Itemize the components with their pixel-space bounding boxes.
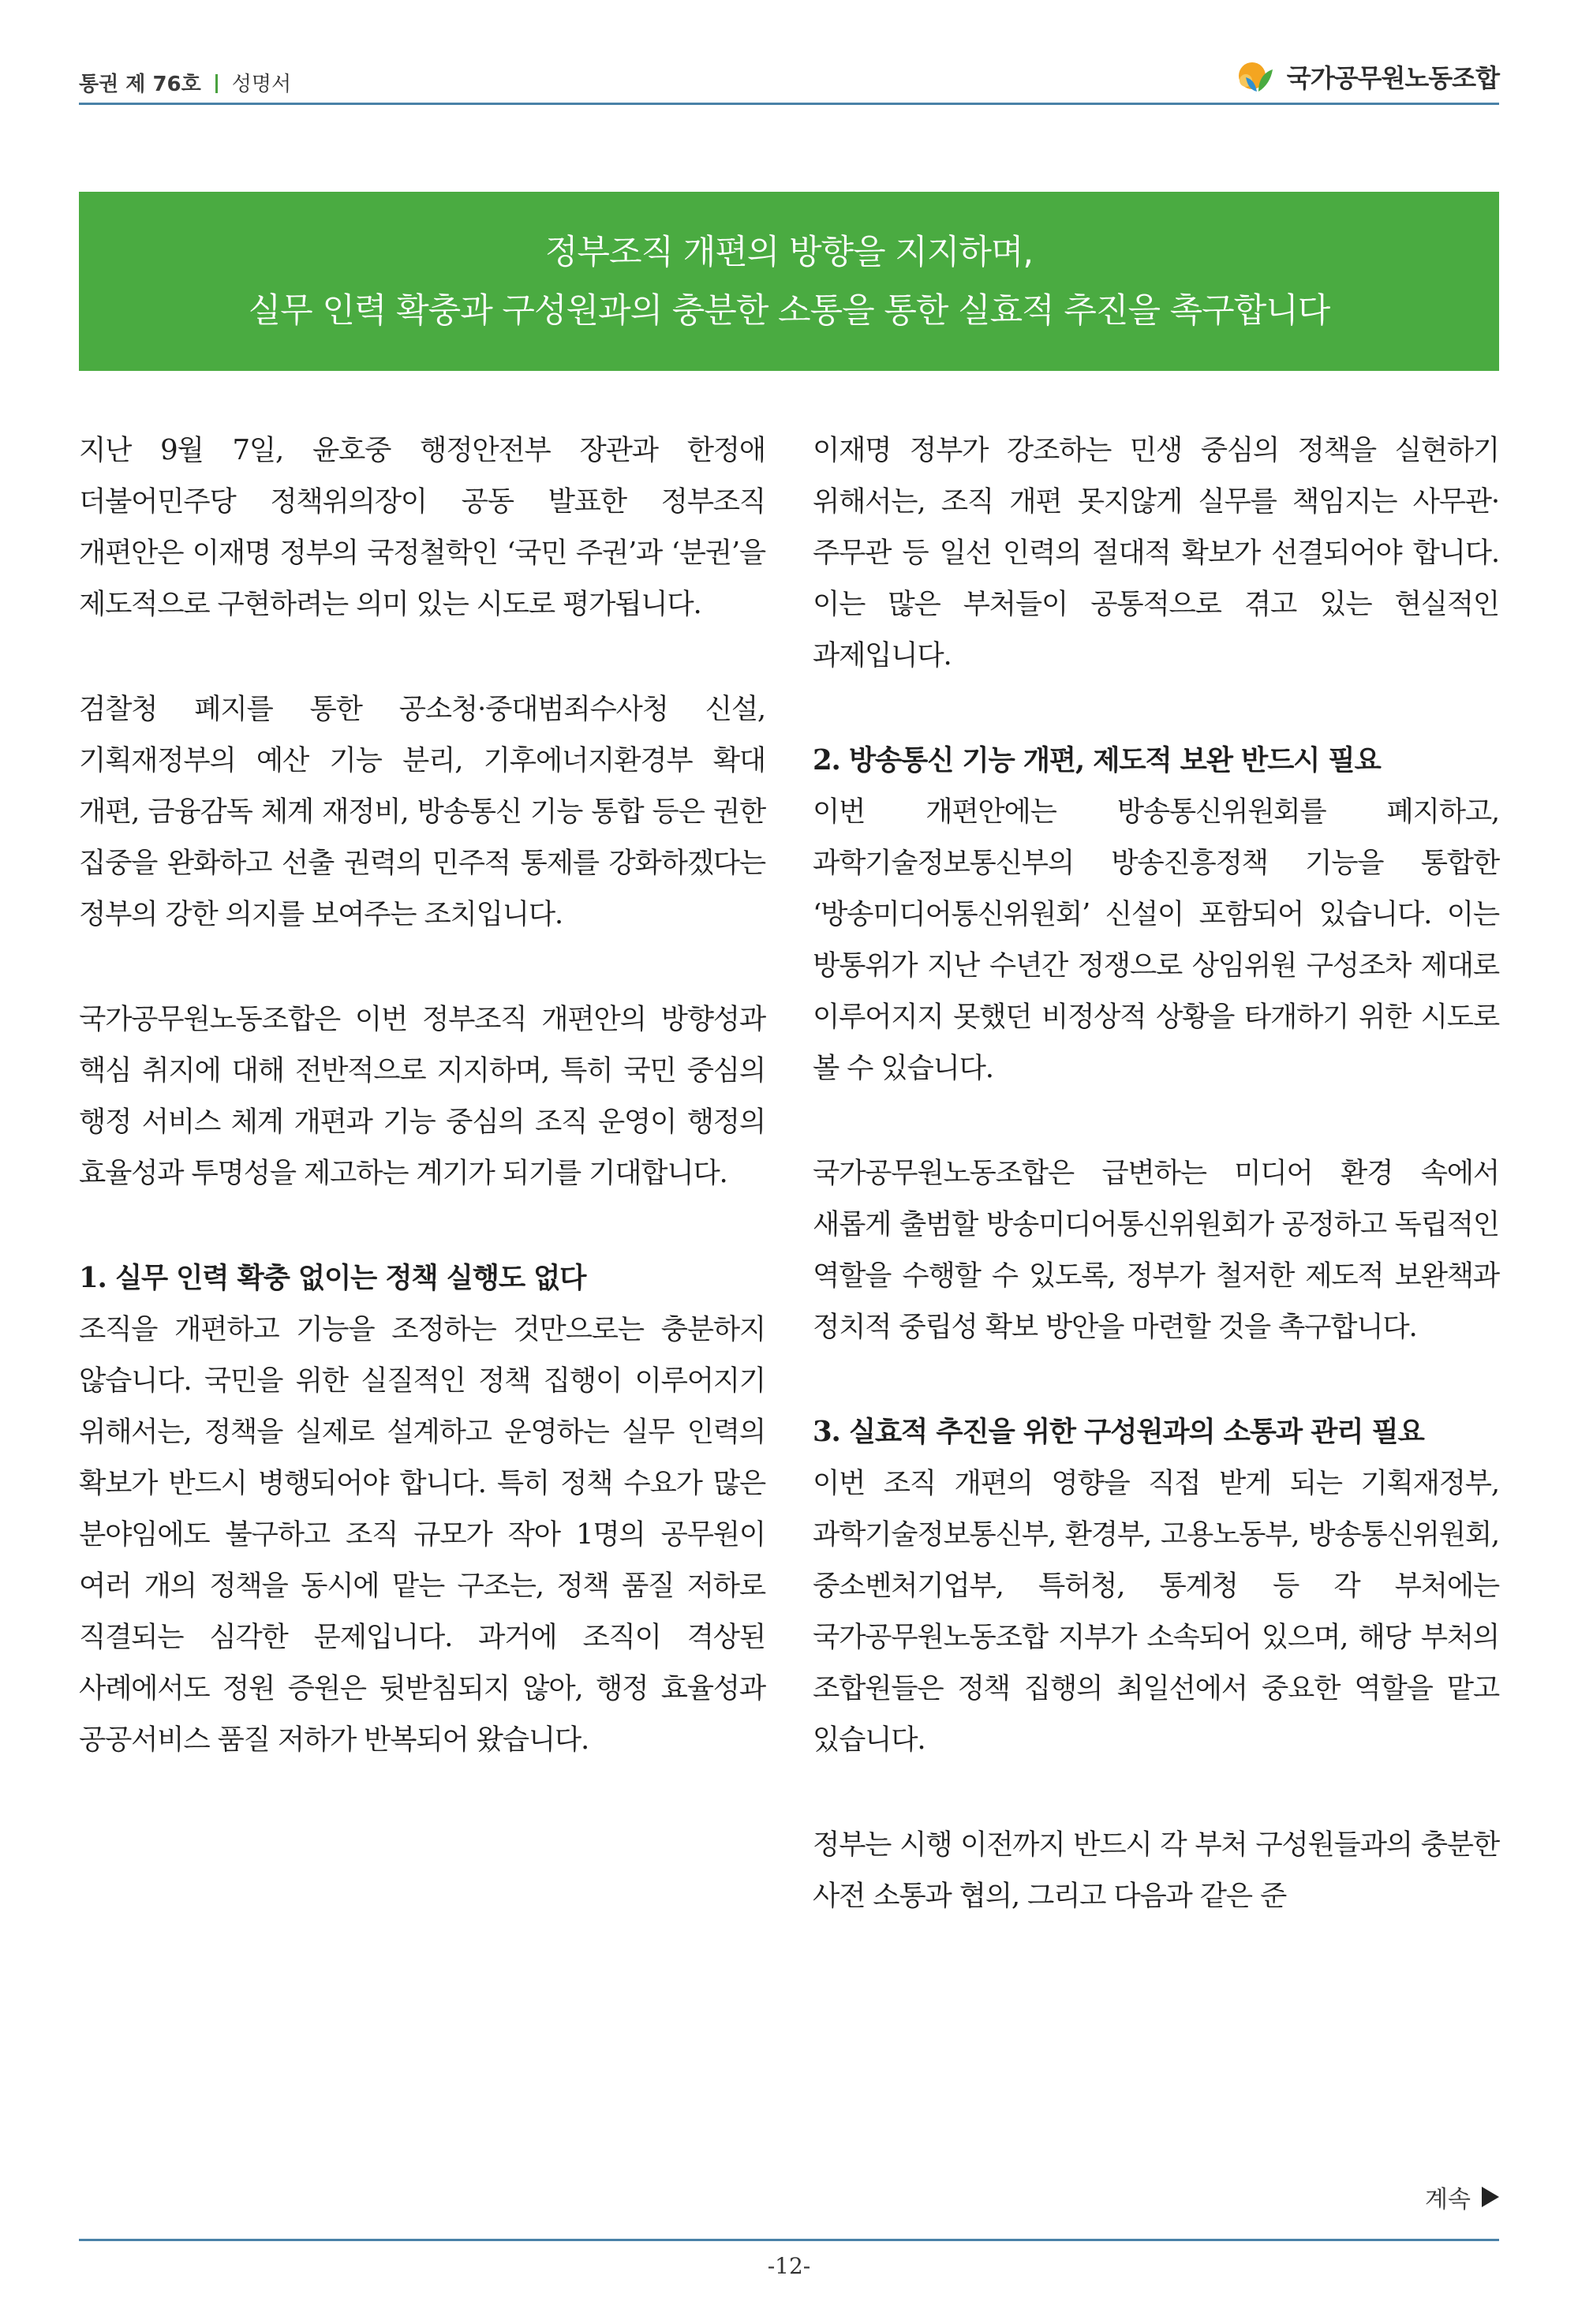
- union-logo-icon: [1235, 57, 1279, 96]
- issue-number: 통권 제 76호: [79, 73, 201, 96]
- issue-info: [79, 68, 291, 97]
- title-line-1: 정부조직 개편의 방향을 지지하며,: [544, 232, 1034, 272]
- paragraph: 이번 조직 개편의 영향을 직접 받게 되는 기획재정부, 과학기술정보통신부, 환경부, 고용노동부, 방송통신위원회, 중소벤처기업부, 특허청, 통계청 등 각 부처에는 국가공무원노동조합 지부가 소속되어 있으며, 해당 부처의 조합원들은 정책 집행의 최일선에서 중요한 역할을 맡고 있습니다.: [813, 1467, 1499, 1756]
- left-column: [79, 425, 765, 1765]
- continue-label: 계속: [1425, 2186, 1471, 2214]
- paragraph: 이재명 정부가 강조하는 민생 중심의 정책을 실현하기 위해서는, 조직 개편 못지않게 실무를 책임지는 사무관·주무관 등 일선 인력의 절대적 확보가 선결되어야 합니다. 이는 많은 부처들이 공통적으로 겪고 있는 현실적인 과제입니다.: [813, 434, 1499, 672]
- section-label: 성명서: [231, 73, 292, 96]
- continue-marker: [1425, 2180, 1499, 2214]
- paragraph: 정부는 시행 이전까지 반드시 각 부처 구성원들과의 충분한 사전 소통과 협의, 그리고 다음과 같은 준: [813, 1828, 1499, 1912]
- paragraph: 이번 개편안에는 방송통신위원회를 폐지하고, 과학기술정보통신부의 방송진흥정책 기능을 통합한 ‘방송미디어통신위원회’ 신설이 포함되어 있습니다. 이는 방통위가 지난 수년간 정쟁으로 상임위원 구성조차 제대로 이루어지지 못했던 비정상적 상황을 타개하기 위한 시도로 볼 수 있습니다.: [813, 795, 1499, 1084]
- section-heading: 1. 실무 인력 확충 없이는 정책 실행도 없다: [79, 1262, 586, 1294]
- page-header: [79, 47, 1499, 105]
- footer-divider: [79, 2239, 1499, 2241]
- title-line-2: 실무 인력 확충과 구성원과의 충분한 소통을 통한 실효적 추진을 촉구합니다: [248, 290, 1330, 331]
- triangle-right-icon: [1482, 2187, 1499, 2207]
- paragraph: 조직을 개편하고 기능을 조정하는 것만으로는 충분하지 않습니다. 국민을 위한 실질적인 정책 집행이 이루어지기 위해서는, 정책을 실제로 설계하고 운영하는 실무 인력의 확보가 반드시 병행되어야 합니다. 특히 정책 수요가 많은 분야임에도 불구하고 조직 규모가 작아 1명의 공무원이 여러 개의 정책을 동시에 맡는 구조는, 정책 품질 저하로 직결되는 심각한 문제입니다. 과거에 조직이 격상된 사례에서도 정원 증원은 뒷받침되지 않아, 행정 효율성과 공공서비스 품질 저하가 반복되어 왔습니다.: [79, 1313, 765, 1756]
- section-heading: 3. 실효적 추진을 위한 구성원과의 소통과 관리 필요: [813, 1416, 1424, 1448]
- paragraph: 검찰청 폐지를 통한 공소청·중대범죄수사청 신설, 기획재정부의 예산 기능 분리, 기후에너지환경부 확대 개편, 금융감독 체계 재정비, 방송통신 기능 통합 등은 권한 집중을 완화하고 선출 권력의 민주적 통제를 강화하겠다는 정부의 강한 의지를 보여주는 조치입니다.: [79, 693, 765, 930]
- section-heading: 2. 방송통신 기능 개편, 제도적 보완 반드시 필요: [813, 744, 1381, 777]
- paragraph: 국가공무원노동조합은 급변하는 미디어 환경 속에서 새롭게 출범할 방송미디어통신위원회가 공정하고 독립적인 역할을 수행할 수 있도록, 정부가 철저한 제도적 보완책과 정치적 중립성 확보 방안을 마련할 것을 촉구합니다.: [813, 1157, 1499, 1343]
- statement-title-box: [79, 192, 1499, 371]
- union-name: 국가공무원노동조합: [1286, 63, 1499, 93]
- right-column: [813, 425, 1499, 1922]
- header-divider: [215, 74, 218, 93]
- union-brand: [1235, 57, 1499, 96]
- paragraph: 국가공무원노동조합은 이번 정부조직 개편안의 방향성과 핵심 취지에 대해 전반적으로 지지하며, 특히 국민 중심의 행정 서비스 체계 개편과 기능 중심의 조직 운영이 행정의 효율성과 투명성을 제고하는 계기가 되기를 기대합니다.: [79, 1003, 765, 1189]
- page-number: -12-: [767, 2253, 811, 2279]
- paragraph: 지난 9월 7일, 윤호중 행정안전부 장관과 한정애 더불어민주당 정책위의장이 공동 발표한 정부조직 개편안은 이재명 정부의 국정철학인 ‘국민 주권’과 ‘분권’을 제도적으로 구현하려는 의미 있는 시도로 평가됩니다.: [79, 434, 765, 620]
